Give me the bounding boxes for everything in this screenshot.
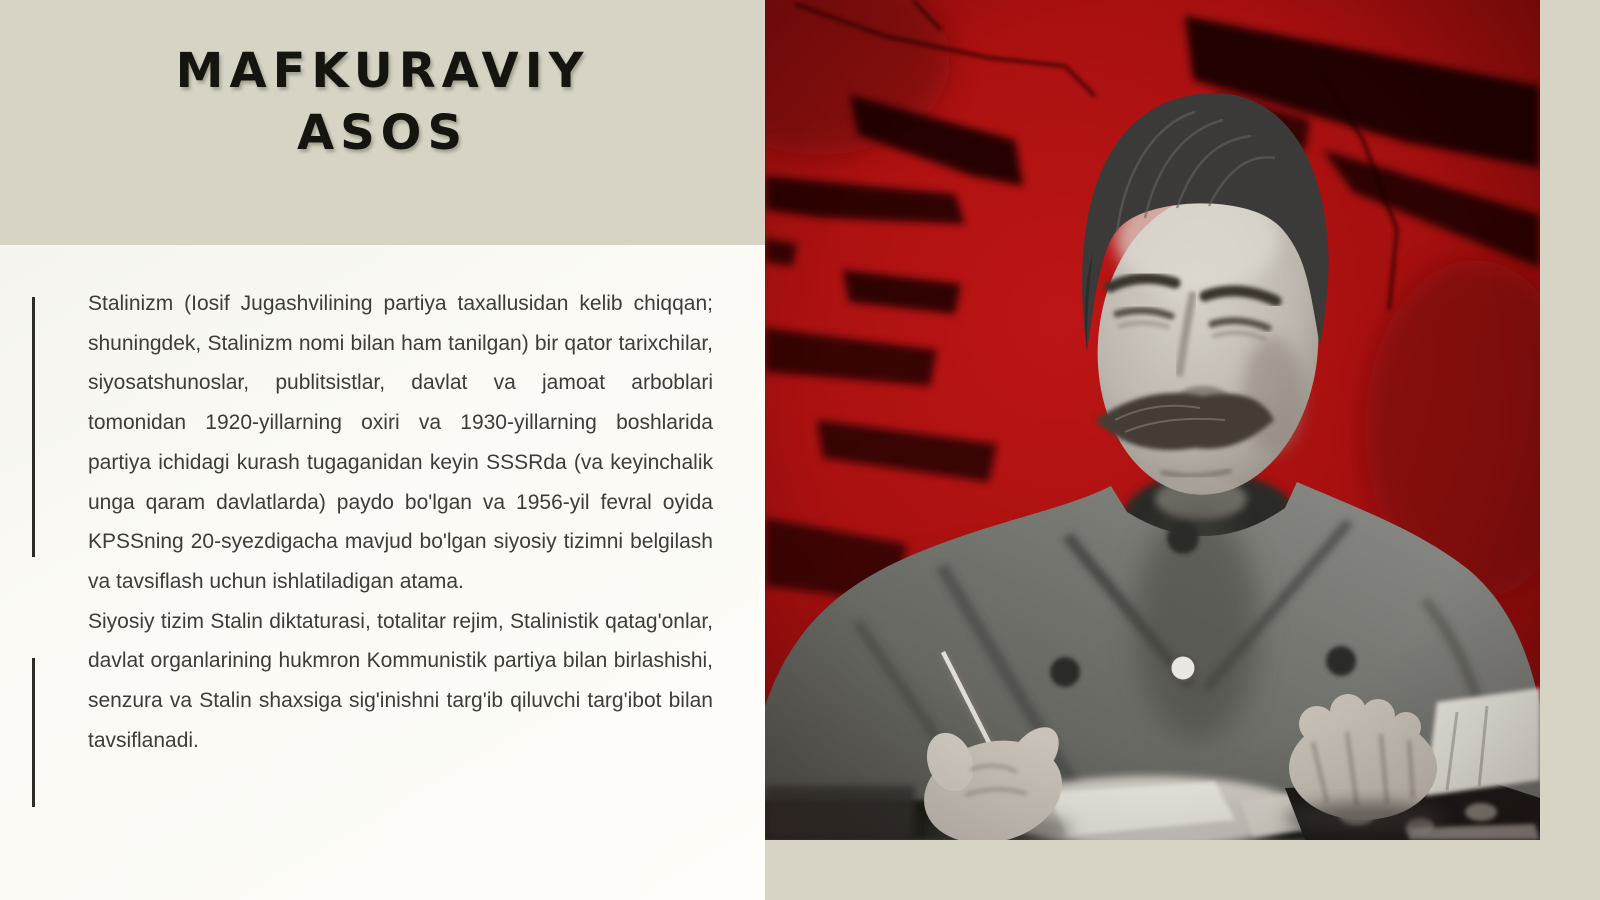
title-line-1: MAFKURAVIY — [175, 43, 590, 99]
page-title — [0, 40, 765, 164]
paragraph-definition: Stalinizm (Iosif Jugashvilining partiya taxallusidan kelib chiqqan; shuningdek, Stalinizm nomi bilan ham tanilgan) bir qator tarixchilar, siyosatshunoslar, publitsistlar, davlat va jamoat arboblari tomonidan 1920-yillarning oxiri va 1930-yillarning boshlarida partiya ichidagi kurash tugaganidan keyin SSSRda (va keyinchalik unga qaram davlatlarda) paydo bo'lgan va 1956-yil fevral oyida KPSSning 20-syezdigacha mavjud bo'lgan siyosiy tizimni belgilash va tavsiflash uchun ishlatiladigan atama. — [88, 292, 713, 593]
stalin-photo — [765, 0, 1540, 840]
title-line-2: ASOS — [296, 105, 469, 161]
paragraph-accent-bar-2 — [32, 658, 35, 807]
paragraph-accent-bar-1 — [32, 297, 35, 557]
paragraph-characteristics: Siyosiy tizim Stalin diktaturasi, totalitar rejim, Stalinistik qatag'onlar, davlat organlarining hukmron Kommunistik partiya bilan birlashishi, senzura va Stalin shaxsiga sig'inishni targ'ib qiluvchi targ'ibot bilan tavsiflanadi. — [88, 609, 713, 752]
body-text — [88, 284, 713, 760]
photo-vignette — [765, 0, 1540, 840]
stalin-photo-illustration — [765, 0, 1540, 840]
